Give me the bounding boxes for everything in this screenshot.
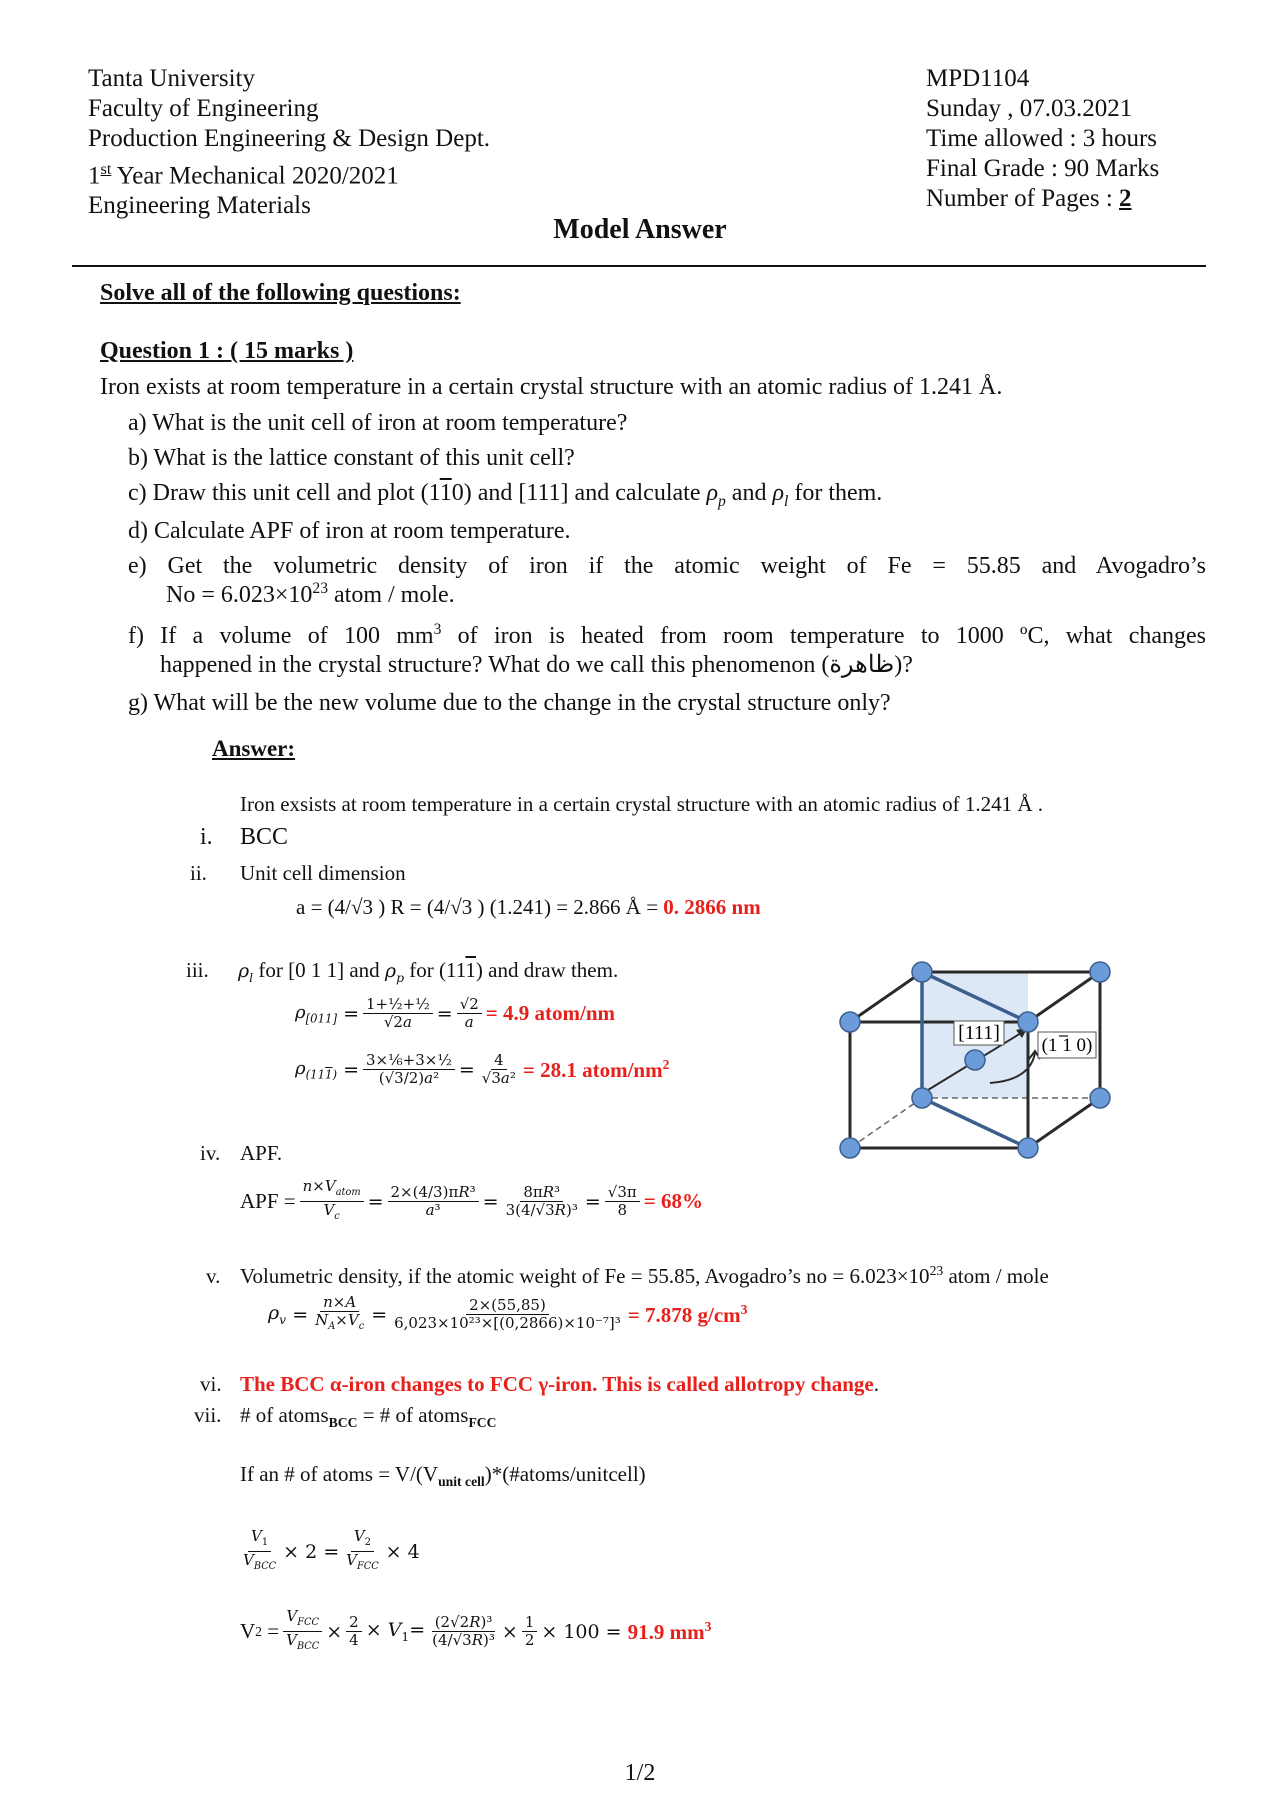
- course-name: Engineering Materials: [88, 192, 311, 220]
- answer-intro: Iron exsists at room temperature in a certain crystal structure with an atomic radius of 1.241 Å .: [240, 792, 1044, 816]
- instructions: Solve all of the following questions:: [100, 280, 461, 306]
- university-name: Tanta University: [88, 65, 255, 92]
- answer-iv: iv. APF.: [200, 1141, 283, 1165]
- atom: [1018, 1012, 1038, 1032]
- header-left: [88, 64, 490, 221]
- label-1-10: (1 1 0): [1041, 1035, 1093, 1056]
- header-right: [926, 64, 1159, 214]
- label-111: [111]: [958, 1022, 1000, 1044]
- page-title: Model Answer: [553, 214, 727, 245]
- question-item-d: d) Calculate APF of iron at room temperature.: [128, 518, 571, 544]
- answer-vi: vi. The BCC α-iron changes to FCC γ-iron. This is called allotropy change.: [200, 1372, 879, 1396]
- atoms-relation: If an # of atoms = $V/(V_{unit cell})*(\#atoms/unitcell)$: [240, 1462, 646, 1490]
- atom: [1090, 1088, 1110, 1108]
- question-intro: Iron exists at room temperature in a certain crystal structure with an atomic radius of 1.241 Å.: [100, 374, 1003, 400]
- question-item-b: b) What is the lattice constant of this unit cell?: [128, 445, 575, 471]
- atom: [840, 1138, 860, 1158]
- atom: [840, 1012, 860, 1032]
- department-name: Production Engineering & Design Dept.: [88, 125, 491, 152]
- apf-eq: APF = $\frac{n\times V_{atom}}{V_c}$ = $\frac{\text{2×(4/3)πR³}}{\text{a³}}$ = $\frac{\text{8πR³}}{\text{3(4/√3R)³}}$ = $\frac{√3\pi}{8}$ = 68%: [240, 1177, 703, 1222]
- atom: [1090, 962, 1110, 982]
- center-atom: [965, 1050, 985, 1070]
- question-item-e: e) Get the volumetric density of iron if the atomic weight of Fe = 55.85 and Avogadro’s $No = 6.023\times 10^{23}$ atom / mole.: [128, 553, 1206, 608]
- answer-ii: ii. Unit cell dimension: [190, 861, 406, 885]
- answer-v: v. Volumetric density, if the atomic weight of Fe = 55.85, Avogadro’s no = $6.023\times 10^{23}$ atom / mole: [206, 1263, 1049, 1288]
- question-item-g: g) What will be the new volume due to the change in the crystal structure only?: [128, 690, 891, 716]
- new-volume-eq: V 2 = $\frac{V_{FCC}}{V_{BCC}}$ × $\frac{2}{4}$ × $V_1=$ $\frac{\text{(2√2R)³}}{\text{(4/√3R)³}}$ × $\frac{1}{2}$ × 100 = 91.9 $mm^3$: [240, 1607, 712, 1652]
- answer-vii: vii. # of atoms$_{BCC}$ = # of atoms$_{FCC}$: [194, 1403, 497, 1431]
- header-rule: [72, 265, 1206, 267]
- linear-density-eq: $\rho_{[011]}$ = $\frac{\text{1+½+½}}{√2a}$ = $\frac{√2}{a}$ = 4.9 atom/nm: [295, 995, 616, 1031]
- question-item-a: a) What is the unit cell of iron at room temperature?: [128, 410, 628, 436]
- question-item-f: f) If a volume of 100 $mm^3$ of iron is heated from room temperature to 1000 ºC, what changes happened in the crystal structure? What do we call this phenomenon (ظاهرة)?: [128, 621, 1207, 678]
- lattice-constant-eq: a = (4/√3 ) R = (4/√3 ) (1.241) = 2.866 Å = 0. 2866 nm: [296, 895, 761, 919]
- question-heading: Question 1 : ( 15 marks ): [100, 338, 354, 364]
- answer-iii: iii. $\rho_l$ for [0 1 1] and $\rho_p$ for (111) and draw them.: [186, 958, 619, 985]
- atom: [912, 1088, 932, 1108]
- faculty-name: Faculty of Engineering: [88, 95, 319, 122]
- answer-i: i. BCC: [200, 824, 289, 850]
- year-line: 1st Year Mechanical 2020/2021: [88, 160, 399, 190]
- planar-density-eq: $\rho_{(111)}$ = $\frac{\text{3×⅙+3×½}}{\text{(√3/2)a²}}$ = $\frac{4}{\text{√3a²}}$ = 28.1 atom/$nm^2$: [295, 1051, 670, 1087]
- atom: [1018, 1138, 1038, 1158]
- exam-date: Sunday , 07.03.2021: [926, 95, 1133, 122]
- time-allowed: Time allowed : 3 hours: [926, 125, 1158, 152]
- page-number: 1/2: [624, 1760, 656, 1786]
- volumetric-density-eq: $\rho_v$ = $\frac{n\times A}{N_A\times V_c}$ = $\frac{2\times(55,85)}{\text{6,023×10²³×[(0,2866)×10⁻⁷]³}}$ = 7.878 $g/cm^3$: [268, 1293, 748, 1332]
- answer-heading: Answer:: [212, 736, 296, 761]
- final-grade: Final Grade : 90 Marks: [926, 155, 1160, 182]
- number-of-pages: Number of Pages : 2: [926, 185, 1132, 212]
- course-code: MPD1104: [926, 65, 1030, 92]
- volume-ratio-eq: $\frac{V_1}{V_{BCC}}$ × 2 = $\frac{V_2}{V_{FCC}}$ × 4: [243, 1527, 420, 1572]
- bcc-unit-cell-figure: [830, 950, 1130, 1220]
- question-item-c: c) Draw this unit cell and plot (110) and [111] and calculate $\rho_p$ and $\rho_l$ for them.: [128, 480, 883, 510]
- atom: [912, 962, 932, 982]
